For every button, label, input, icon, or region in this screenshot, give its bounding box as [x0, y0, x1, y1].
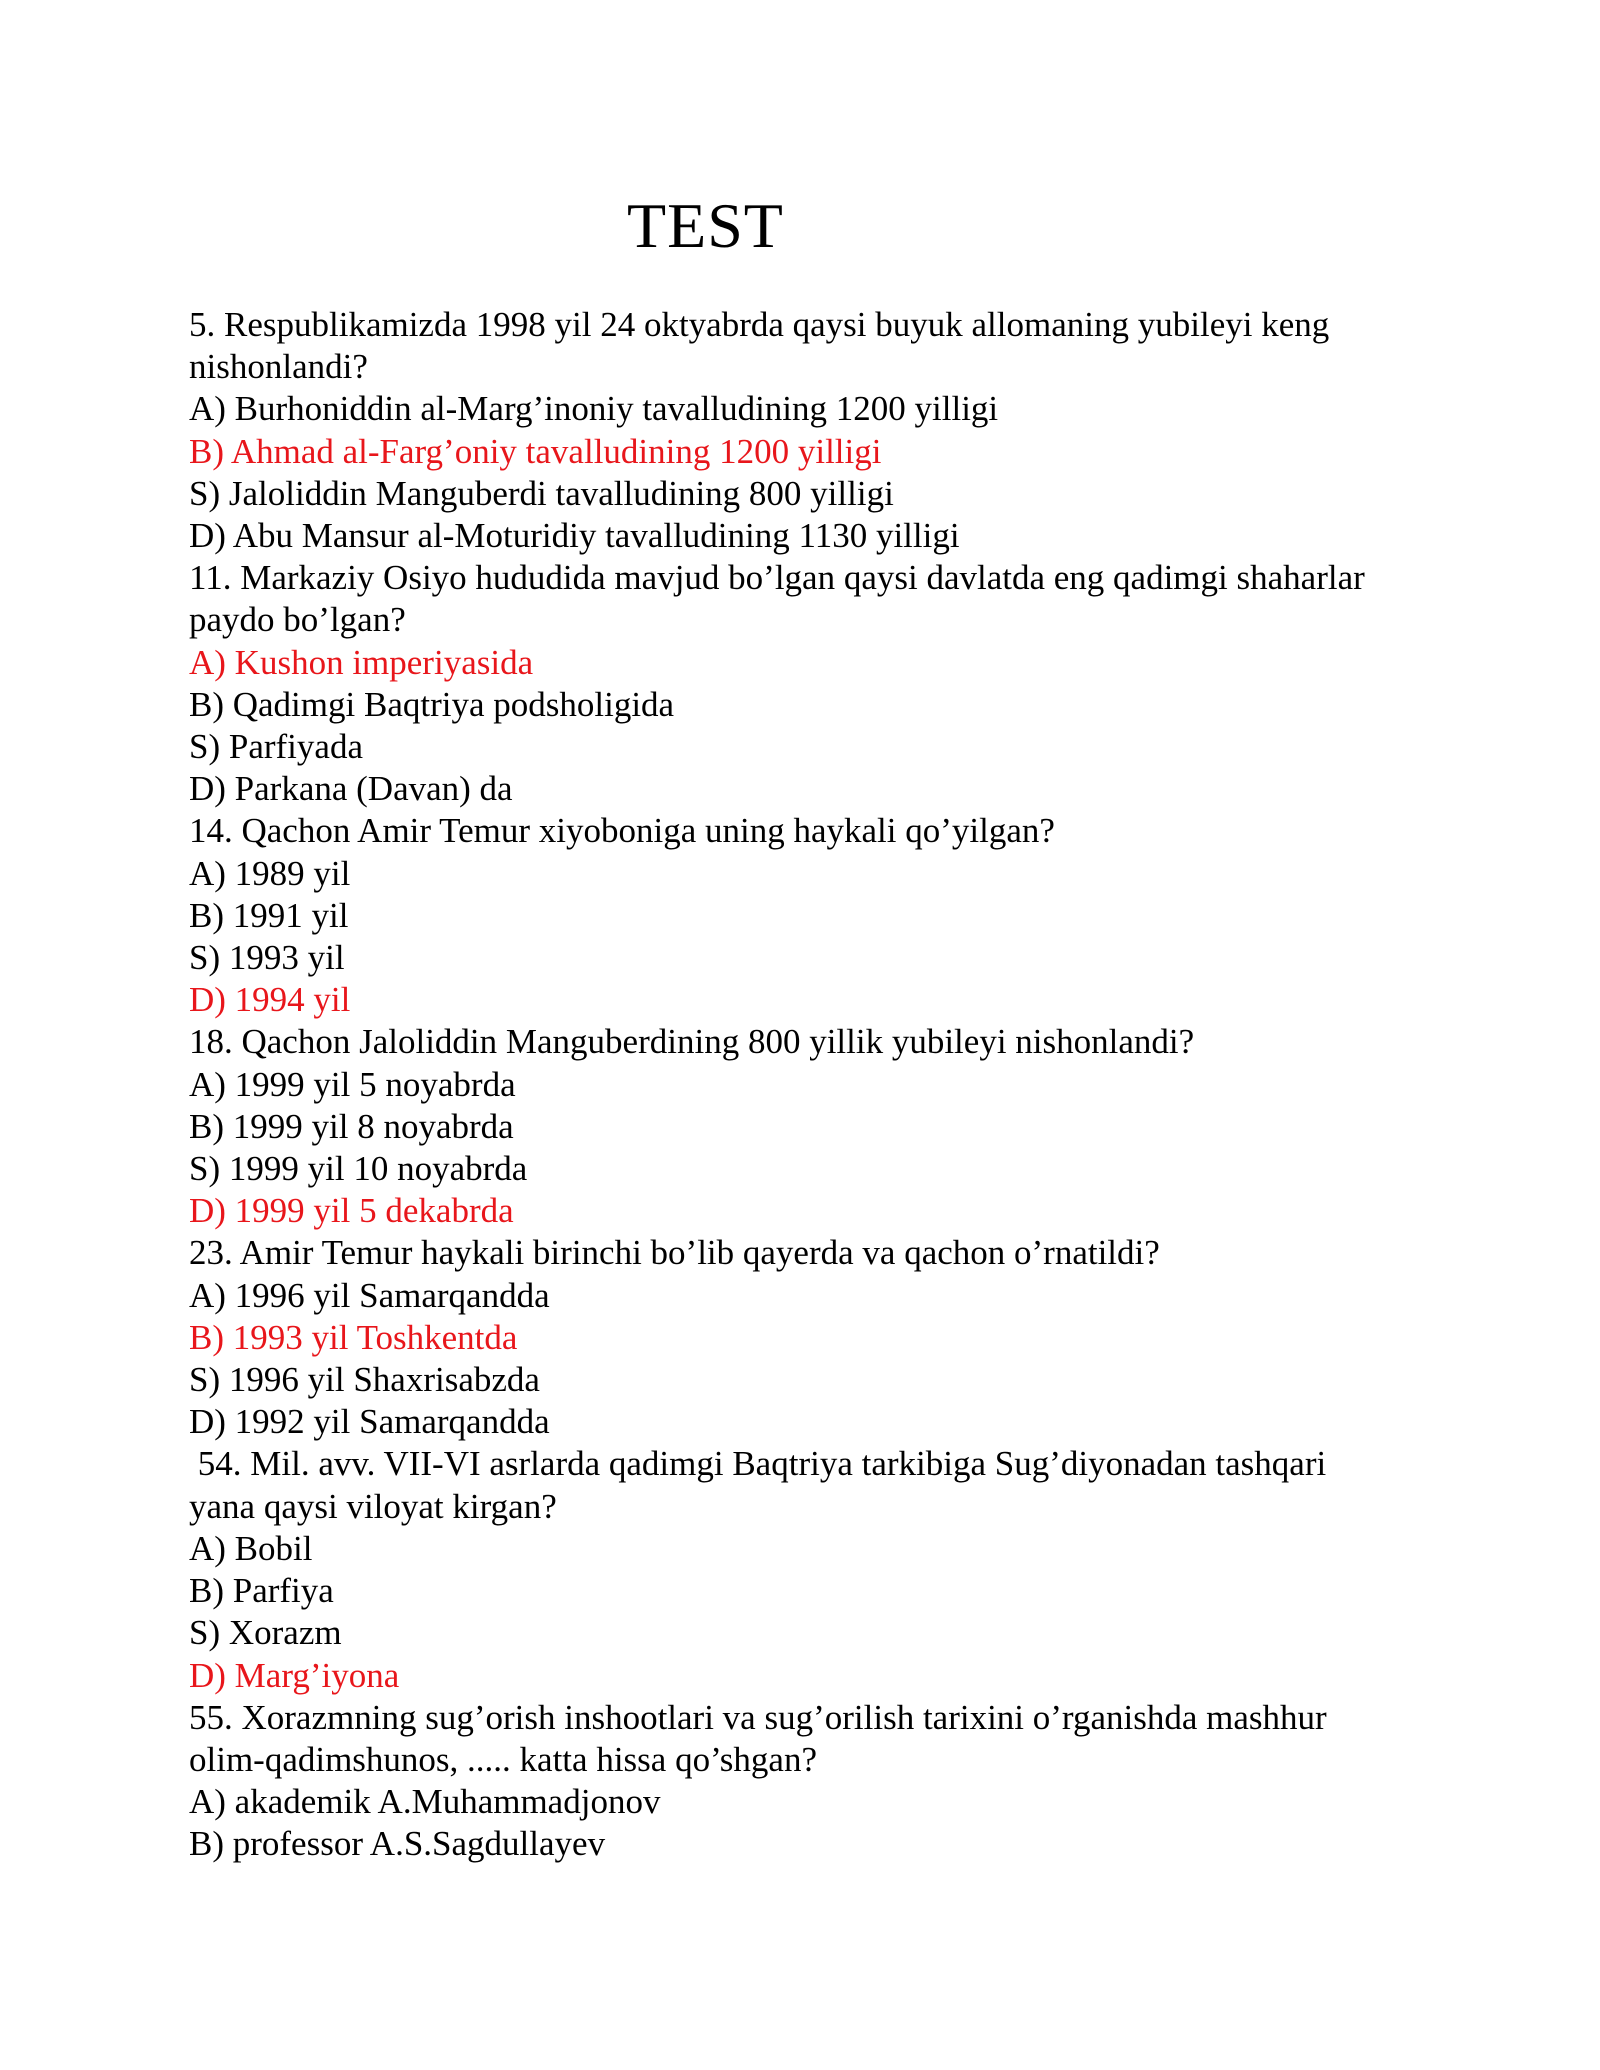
- answer-option: S) 1999 yil 10 noyabrda: [189, 1149, 528, 1189]
- answer-option: S) 1996 yil Shaxrisabzda: [189, 1360, 540, 1400]
- question-text: olim-qadimshunos, ..... katta hissa qo’shgan?: [189, 1739, 817, 1779]
- answer-option: A) Bobil: [189, 1528, 313, 1568]
- question-text: 55. Xorazmning sug’orish inshootlari va sug’orilish tarixini o’rganishda mashhur: [189, 1697, 1327, 1737]
- answer-option: S) Parfiyada: [189, 727, 363, 767]
- answer-option-correct: D) Marg’iyona: [189, 1655, 400, 1695]
- answer-option: S) 1993 yil: [189, 938, 345, 978]
- answer-option: D) Abu Mansur al-Moturidiy tavalludining 1130 yilligi: [189, 516, 960, 556]
- question-block: [189, 1443, 1449, 1696]
- answer-option: B) professor A.S.Sagdullayev: [189, 1824, 606, 1864]
- question-text: 23. Amir Temur haykali birinchi bo’lib qayerda va qachon o’rnatildi?: [189, 1233, 1160, 1273]
- question-text: 54. Mil. avv. VII-VI asrlarda qadimgi Baqtriya tarkibiga Sug’diyonadan tashqari: [189, 1444, 1327, 1484]
- answer-option: D) 1992 yil Samarqandda: [189, 1402, 550, 1442]
- answer-option-correct: D) 1999 yil 5 dekabrda: [189, 1191, 514, 1231]
- answer-option: B) Parfiya: [189, 1571, 334, 1611]
- question-text: 18. Qachon Jaloliddin Manguberdining 800 yillik yubileyi nishonlandi?: [189, 1022, 1195, 1062]
- answer-option: A) akademik A.Muhammadjonov: [189, 1782, 661, 1822]
- answer-option-correct: A) Kushon imperiyasida: [189, 642, 534, 682]
- answer-option-correct: B) 1993 yil Toshkentda: [189, 1317, 518, 1357]
- answer-option: B) 1991 yil: [189, 895, 349, 935]
- question-block: [189, 1232, 1449, 1443]
- question-block: [189, 810, 1449, 1021]
- question-text: 5. Respublikamizda 1998 yil 24 oktyabrda qaysi buyuk allomaning yubileyi keng: [189, 305, 1330, 344]
- question-text: paydo bo’lgan?: [189, 600, 406, 640]
- answer-option: A) 1989 yil: [189, 853, 351, 893]
- document-title: TEST: [627, 190, 784, 261]
- answer-option: A) Burhoniddin al-Marg’inoniy tavalludining 1200 yilligi: [189, 389, 999, 429]
- answer-option-correct: B) Ahmad al-Farg’oniy tavalludining 1200 yilligi: [189, 431, 882, 471]
- question-block: [189, 304, 1449, 557]
- answer-option: S) Jaloliddin Manguberdi tavalludining 800 yilligi: [189, 473, 894, 513]
- question-block: [189, 1697, 1449, 1866]
- question-text: nishonlandi?: [189, 347, 368, 387]
- question-list: [189, 304, 1449, 1866]
- question-text: 14. Qachon Amir Temur xiyoboniga uning haykali qo’yilgan?: [189, 811, 1055, 851]
- answer-option: B) Qadimgi Baqtriya podsholigida: [189, 684, 675, 724]
- answer-option: D) Parkana (Davan) da: [189, 769, 513, 809]
- question-block: [189, 1021, 1449, 1232]
- answer-option: S) Xorazm: [189, 1613, 342, 1653]
- answer-option-correct: D) 1994 yil: [189, 980, 351, 1020]
- question-text: yana qaysi viloyat kirgan?: [189, 1486, 557, 1526]
- answer-option: A) 1999 yil 5 noyabrda: [189, 1064, 516, 1104]
- question-text: 11. Markaziy Osiyo hududida mavjud bo’lgan qaysi davlatda eng qadimgi shaharlar: [189, 558, 1365, 598]
- answer-option: A) 1996 yil Samarqandda: [189, 1275, 550, 1315]
- answer-option: B) 1999 yil 8 noyabrda: [189, 1106, 514, 1146]
- question-block: [189, 557, 1449, 810]
